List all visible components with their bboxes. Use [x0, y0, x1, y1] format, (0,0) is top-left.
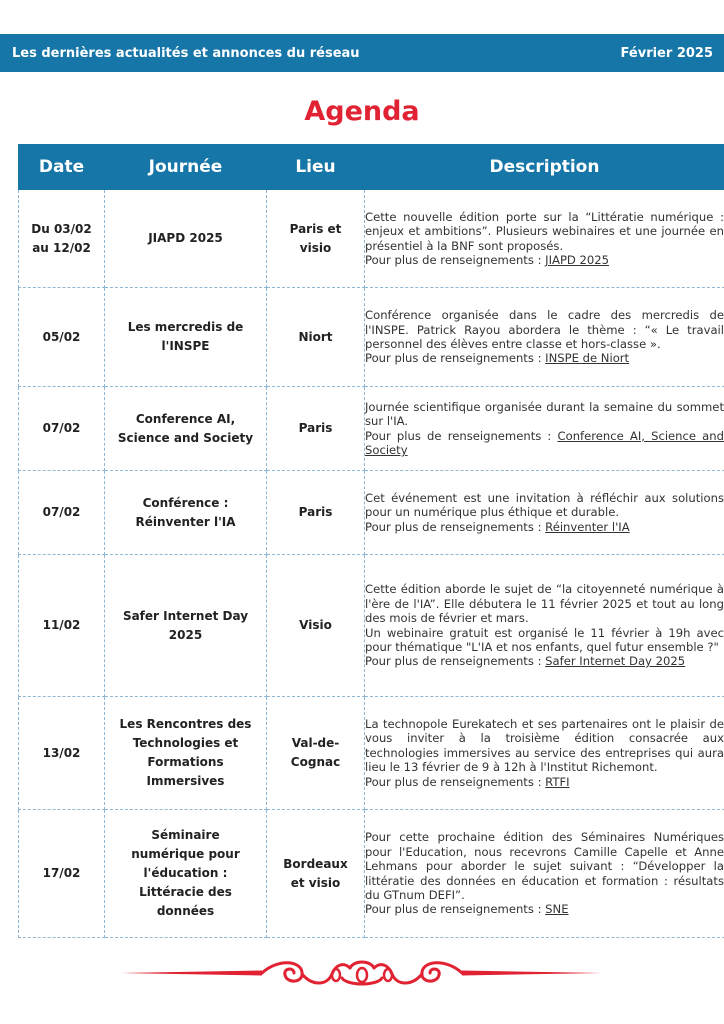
table-row	[19, 810, 724, 938]
agenda-body	[19, 190, 724, 938]
table-row	[19, 697, 724, 810]
cell-description	[365, 288, 724, 387]
cell-journee: Les Rencontres des Technologies et Formations Immersives	[105, 697, 267, 810]
table-row	[19, 190, 724, 288]
cell-date: 07/02	[19, 387, 105, 471]
more-info-link[interactable]: SNE	[545, 902, 569, 917]
header-right: Février 2025	[620, 45, 713, 61]
cell-description	[365, 810, 724, 938]
more-info-line	[365, 902, 724, 916]
divider-left-taper	[122, 971, 262, 976]
description-paragraph: Journée scientifique organisée durant la semaine du sommet sur l'IA.	[365, 399, 724, 429]
cell-date: Du 03/02 au 12/02	[19, 190, 105, 288]
more-info-label: Pour plus de renseignements :	[365, 252, 542, 267]
description-paragraph: Pour cette prochaine édition des Séminaires Numériques pour l'Education, nous recevrons Camille Capelle et Anne Lehmans pour aborder le sujet suivant : “Développer la littératie des données en éducation et formation : résultats du GTnum DEFI”.	[365, 830, 724, 902]
more-info-label: Pour plus de renseignements :	[365, 351, 542, 366]
cell-date: 07/02	[19, 471, 105, 555]
cell-description	[365, 190, 724, 288]
more-info-line	[365, 351, 724, 365]
column-header-journee: Journée	[105, 145, 267, 190]
cell-date: 13/02	[19, 697, 105, 810]
cell-journee: Conference AI, Science and Society	[105, 387, 267, 471]
column-header-lieu: Lieu	[267, 145, 365, 190]
cell-lieu: Paris	[267, 471, 365, 555]
header-banner	[0, 34, 724, 72]
cell-lieu: Niort	[267, 288, 365, 387]
cell-date: 11/02	[19, 555, 105, 697]
more-info-label: Pour plus de renseignements :	[365, 774, 542, 789]
more-info-label: Pour plus de renseignements :	[365, 654, 542, 669]
column-header-date: Date	[19, 145, 105, 190]
cell-lieu: Visio	[267, 555, 365, 697]
more-info-label: Pour plus de renseignements :	[365, 428, 552, 443]
cell-description	[365, 387, 724, 471]
cell-journee: Les mercredis de l'INSPE	[105, 288, 267, 387]
page-title: Agenda	[304, 96, 420, 127]
more-info-line	[365, 654, 724, 668]
divider-right-taper	[462, 971, 602, 976]
more-info-link[interactable]: JIAPD 2025	[545, 252, 610, 267]
table-row	[19, 555, 724, 697]
cell-lieu: Paris et visio	[267, 190, 365, 288]
ornament-swirl	[262, 962, 462, 984]
ornament-bead-left	[332, 969, 340, 981]
more-info-link[interactable]: Safer Internet Day 2025	[545, 654, 686, 669]
cell-description	[365, 555, 724, 697]
header-left: Les dernières actualités et annonces du réseau	[12, 45, 360, 61]
cell-date: 17/02	[19, 810, 105, 938]
agenda-table	[18, 144, 724, 938]
more-info-line	[365, 429, 724, 458]
cell-lieu: Val-de- Cognac	[267, 697, 365, 810]
table-row	[19, 387, 724, 471]
ornament-bead-center	[357, 968, 367, 982]
cell-date: 05/02	[19, 288, 105, 387]
more-info-line	[365, 253, 724, 267]
cell-journee: Safer Internet Day 2025	[105, 555, 267, 697]
more-info-link[interactable]: Réinventer l'IA	[545, 519, 630, 534]
ornament-bead-right	[384, 969, 392, 981]
more-info-link[interactable]: INSPE de Niort	[545, 351, 630, 366]
description-paragraph: Cette nouvelle édition porte sur la “Littératie numérique : enjeux et ambitions”. Plusieurs webinaires et une journée en présentiel à la BNF sont proposés.	[365, 209, 724, 253]
description-paragraph: Cet événement est une invitation à réfléchir aux solutions pour un numérique plus éthique et durable.	[365, 490, 724, 520]
cell-lieu: Paris	[267, 387, 365, 471]
more-info-line	[365, 775, 724, 789]
description-paragraph: La technopole Eurekatech et ses partenaires ont le plaisir de vous inviter à la troisième édition consacrée aux technologies immersives au service des entreprises qui aura lieu le 13 février de 9 à 12h à l'Institut Richemont.	[365, 716, 724, 775]
cell-description	[365, 471, 724, 555]
more-info-link[interactable]: RTFI	[545, 774, 570, 789]
more-info-link[interactable]: Conference AI, Science and Society	[365, 428, 724, 457]
cell-lieu: Bordeaux et visio	[267, 810, 365, 938]
more-info-label: Pour plus de renseignements :	[365, 519, 542, 534]
cell-journee: Séminaire numérique pour l'éducation : Littéracie des données	[105, 810, 267, 938]
column-header-description: Description	[365, 145, 724, 190]
table-header-row	[19, 145, 724, 190]
table-row	[19, 288, 724, 387]
ornament-divider	[122, 956, 602, 990]
description-paragraph: Un webinaire gratuit est organisé le 11 février à 19h avec pour thématique "L'IA et nos enfants, quel futur ensemble ?"	[365, 625, 724, 654]
more-info-label: Pour plus de renseignements :	[365, 902, 542, 917]
table-row	[19, 471, 724, 555]
cell-journee: JIAPD 2025	[105, 190, 267, 288]
cell-journee: Conférence : Réinventer l'IA	[105, 471, 267, 555]
description-paragraph: Cette édition aborde le sujet de “la citoyenneté numérique à l'ère de l'IA”. Elle débutera le 11 février 2025 et tout au long des mois de février et mars.	[365, 582, 724, 626]
more-info-line	[365, 520, 724, 534]
description-paragraph: Conférence organisée dans le cadre des mercredis de l'INSPE. Patrick Rayou abordera le thème : “« Le travail personnel des élèves entre classe et hors-classe ».	[365, 308, 724, 351]
cell-description	[365, 697, 724, 810]
